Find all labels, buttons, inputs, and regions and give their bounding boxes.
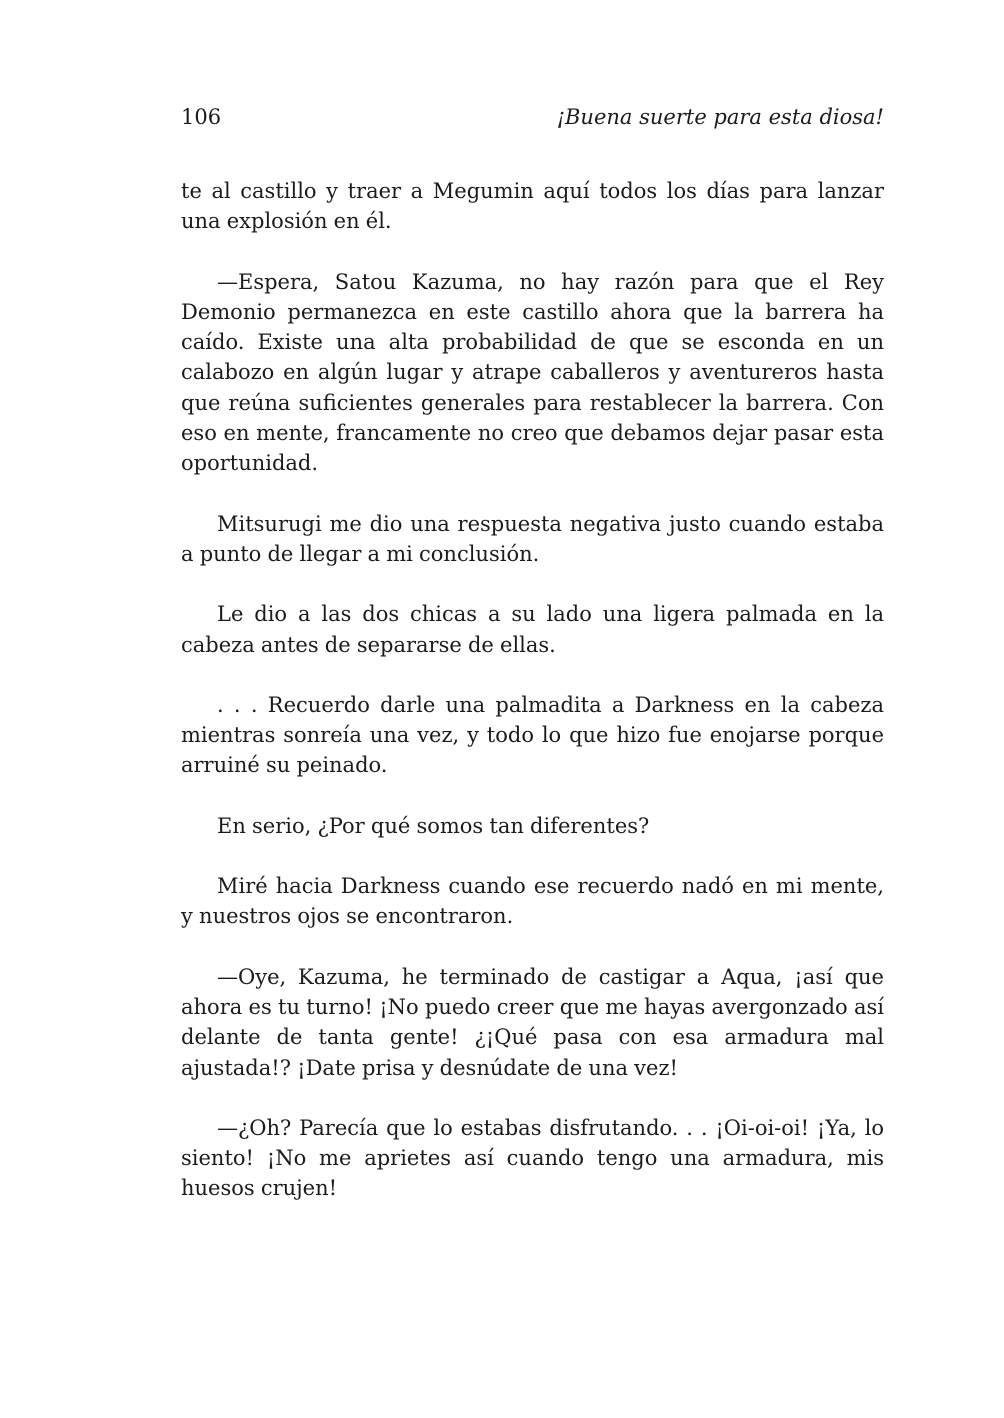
paragraph: te al castillo y traer a Megumin aquí todos los días para lanzar una explosión en él.: [181, 179, 884, 234]
body-text: [181, 176, 884, 1204]
paragraph: . . . Recuerdo darle una palmadita a Darkness en la cabeza mientras sonreía una vez, y todo lo que hizo fue enojarse porque arruiné su peinado.: [181, 692, 884, 778]
running-head: [181, 100, 884, 134]
paragraph: —Espera, Satou Kazuma, no hay razón para que el Rey Demonio permanezca en este castillo ahora que la barrera ha caído. Existe una alta probabilidad de que se esconda en un calabozo en algún lugar y atrape caballeros y aventureros hasta que reúna suficientes generales para restablecer la barrera. Con eso en mente, francamente no creo que debamos dejar pasar esta oportunidad.: [181, 269, 884, 476]
paragraph: —¿Oh? Parecía que lo estabas disfrutando. . . ¡Oi-oi-oi! ¡Ya, lo siento! ¡No me aprietes así cuando tengo una armadura, mis huesos crujen!: [181, 1115, 884, 1201]
book-page: [181, 100, 884, 1204]
page-number: 106: [181, 105, 222, 129]
paragraph: —Oye, Kazuma, he terminado de castigar a Aqua, ¡así que ahora es tu turno! ¡No puedo creer que me hayas avergonzado así delante de tanta gente! ¿¡Qué pasa con esa armadura mal ajustada!? ¡Date prisa y desnúdate de una vez!: [181, 964, 884, 1080]
paragraph: Le dio a las dos chicas a su lado una ligera palmada en la cabeza antes de separarse de ellas.: [181, 602, 884, 657]
paragraph: Miré hacia Darkness cuando ese recuerdo nadó en mi mente, y nuestros ojos se encontraron.: [181, 874, 884, 929]
running-title: ¡Buena suerte para esta diosa!: [556, 105, 884, 129]
paragraph: En serio, ¿Por qué somos tan diferentes?: [217, 813, 650, 838]
paragraph: Mitsurugi me dio una respuesta negativa justo cuando estaba a punto de llegar a mi conclusión.: [181, 511, 884, 566]
